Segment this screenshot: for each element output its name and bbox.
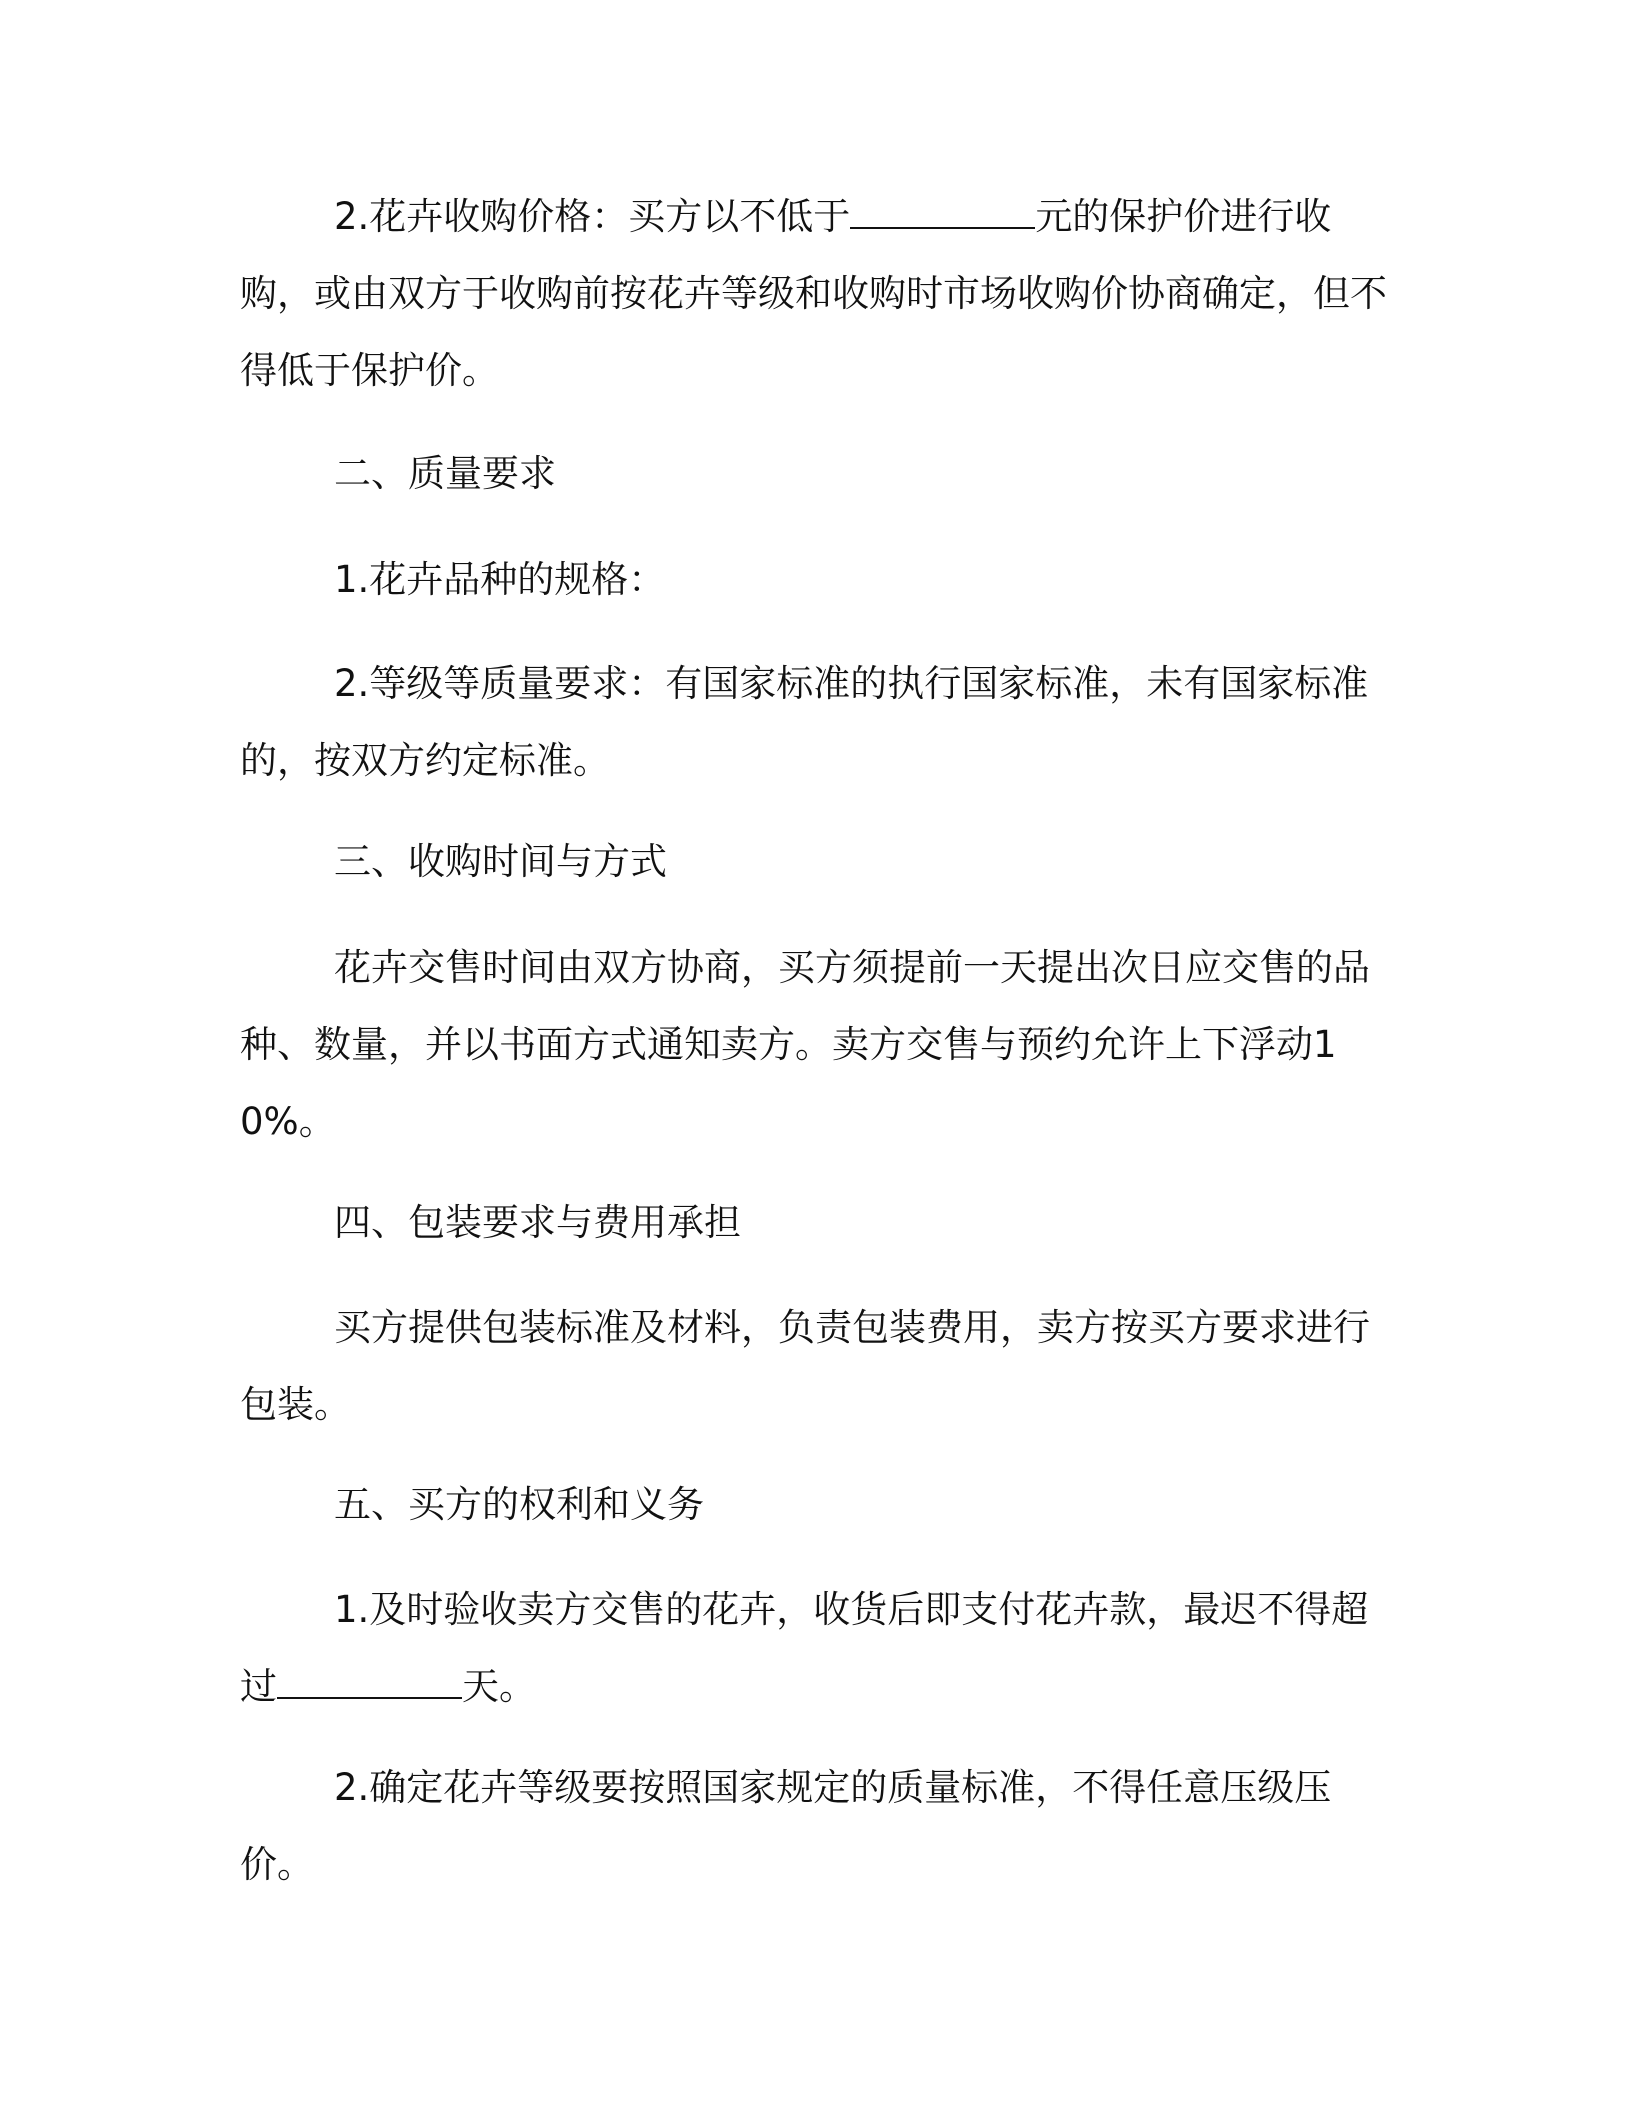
purchase-price-text-start: 2.花卉收购价格：买方以不低于: [334, 195, 851, 238]
paragraph-variety-spec: 1.花卉品种的规格：: [334, 558, 666, 601]
paragraph-packaging: 买方提供包装标准及材料，负责包装费用，卖方按买方要求进行包装。: [240, 1306, 1370, 1426]
section-heading-time-method: 三、收购时间与方式: [334, 840, 667, 883]
price-blank-field[interactable]: [850, 197, 1035, 229]
acceptance-text-start: 1.及时验收卖方交售的花卉，收货后即支付花卉款，最迟不得超过: [240, 1588, 1369, 1708]
purchase-price-text-end: 元的保护价进行收购，或由双方于收购前按花卉等级和收购时市场收购价协商确定，但不得低于保护价。: [240, 195, 1387, 392]
paragraph-acceptance-payment: [240, 1571, 1404, 1725]
days-blank-field[interactable]: [277, 1667, 462, 1699]
section-heading-buyer-rights: 五、买方的权利和义务: [334, 1483, 704, 1526]
paragraph-purchase-price: [240, 178, 1404, 409]
section-heading-packaging: 四、包装要求与费用承担: [334, 1201, 741, 1244]
section-heading-quality: 二、质量要求: [334, 452, 556, 495]
paragraph-grade-requirements: 2.等级等质量要求：有国家标准的执行国家标准，未有国家标准的，按双方约定标准。: [240, 662, 1369, 782]
acceptance-text-end: 天。: [462, 1665, 536, 1708]
paragraph-grade-pricing: 2.确定花卉等级要按照国家规定的质量标准，不得任意压级压价。: [240, 1766, 1332, 1886]
paragraph-delivery-time: 花卉交售时间由双方协商，买方须提前一天提出次日应交售的品种、数量，并以书面方式通知卖方。卖方交售与预约允许上下浮动10%。: [240, 946, 1370, 1143]
